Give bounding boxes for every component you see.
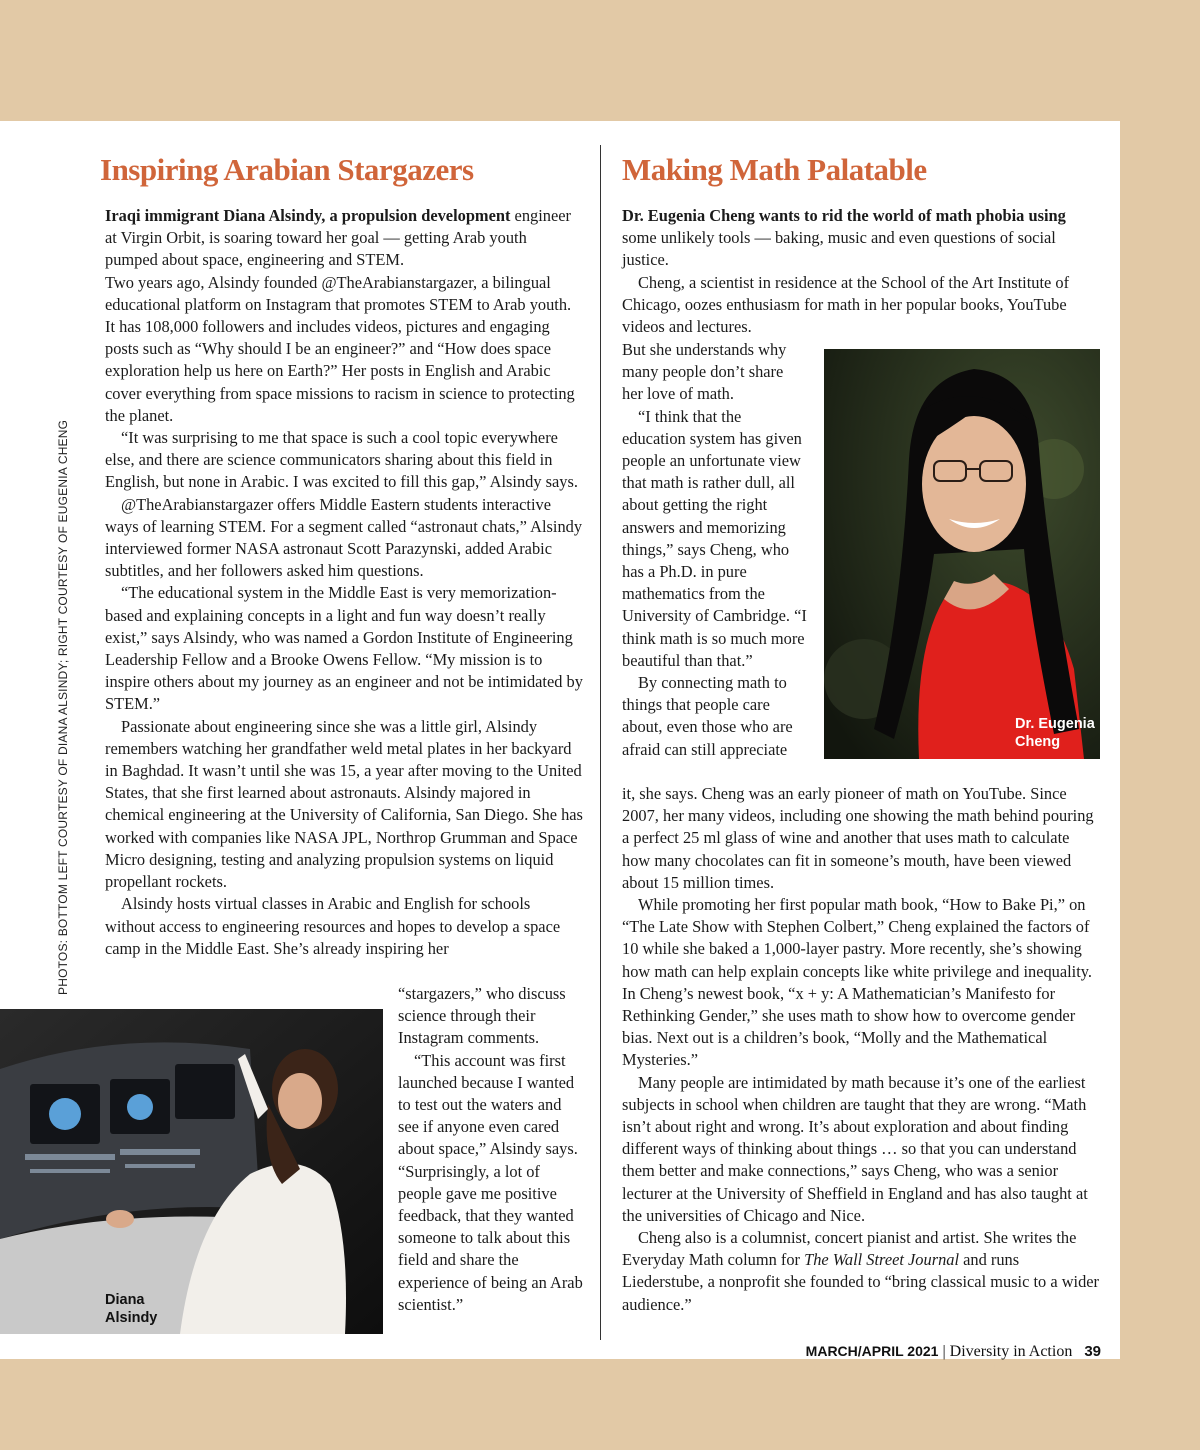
right-paragraph-2: “I think that the education system has given people an unfortunate view that math is rather dull, all about getting the right answers and memorizing things,” says Cheng, who has a Ph.D. in pure mathematics from the University of Cambridge. “I think math is so much more beautiful than that.” xyxy=(622,406,807,670)
left-lead-bold: Iraqi immigrant Diana Alsindy, a propulsion development xyxy=(105,206,511,225)
cockpit-illustration xyxy=(0,1009,383,1334)
right-paragraph-1-cont: But she understands why many people don’t share her love of math. xyxy=(622,340,787,404)
right-paragraph-3-end-line xyxy=(622,761,808,783)
diana-alsindy-photo xyxy=(0,1009,383,1334)
right-article-body-bottom xyxy=(622,783,1100,1316)
left-lead-paragraph xyxy=(105,205,583,272)
right-p6-end: and runs Liederstube, a nonprofit she founded to “bring classical music to a wider audience.” xyxy=(622,1250,1100,1314)
eugenia-cheng-photo xyxy=(824,349,1100,759)
left-article-body-top xyxy=(105,205,583,960)
right-photo-caption: Dr. Eugenia Cheng xyxy=(1015,716,1095,750)
left-paragraph-4: “The educational system in the Middle East is very memorization-based and explaining concepts in a light and fun way doesn’t really exist,” says Alsindy, who was named a Gordon Institute of Engineering Leadership Fellow and a Brooke Owens Fellow. “My mission is to inspire others about my journey as an engineer and not be intimidated by STEM.” xyxy=(105,583,583,714)
magazine-name: Diversity in Action xyxy=(949,1343,1073,1360)
left-photo-caption: Diana Alsindy xyxy=(105,1292,158,1326)
right-paragraph-6 xyxy=(622,1227,1100,1316)
left-paragraph-5: Passionate about engineering since she was a little girl, Alsindy remembers watching her grandfather weld metal plates in her backyard in Baghdad. It wasn’t until she was 15, a year after moving to the United States, that she first learned about astronauts. Alsindy majored in chemical engineering at the University of California, San Diego. She has worked with companies like NASA JPL, Northrop Grumman and Space Micro designing, testing and analyzing propulsion systems on liquid propellant rockets. xyxy=(105,716,583,892)
left-paragraph-1: Two years ago, Alsindy founded @TheArabianstargazer, a bilingual educational platform on Instagram that promotes STEM to Arab youth. It has 108,000 followers and includes videos, pictures and engaging posts such as “Why should I be an engineer?” and “How does space exploration help us here on Earth?” Her posts in English and Arabic cover everything from space missions to racism in science to protecting the planet. xyxy=(105,272,575,425)
page-footer xyxy=(806,1343,1101,1361)
right-p6-publication: The Wall Street Journal xyxy=(804,1250,960,1270)
right-paragraph-4: While promoting her first popular math book, “How to Bake Pi,” on “The Late Show with Stephen Colbert,” Cheng explained the factors of 10 while she baked a 1,000-layer pastry. More recently, she’s showing how math can help explain concepts like white privilege and inequality. In Cheng’s newest book, “x + y: A Mathematician’s Manifesto for Rethinking Gender,” she uses math to show how to overcome gender bias. Next out is a children’s book, “Molly and the Mathematical Mysteries.” xyxy=(622,895,1093,1070)
right-paragraph-3-start: By connecting math to things that people care about, even those who are afraid can still appreciate xyxy=(622,673,793,759)
left-paragraph-2: “It was surprising to me that space is such a cool topic everywhere else, and there are science communicators sharing about this field in English, but none in Arabic. I was excited to fill this gap,” Alsindy says. xyxy=(105,428,578,492)
right-paragraph-1: Cheng, a scientist in residence at the School of the Art Institute of Chicago, oozes enthusiasm for math in her popular books, YouTube videos and lectures. xyxy=(622,272,1070,337)
left-paragraph-6-cont: “stargazers,” who discuss science through their Instagram comments. xyxy=(398,984,566,1048)
left-paragraph-3: @TheArabianstargazer offers Middle Eastern students interactive ways of learning STEM. For a segment called “astronaut chats,” Alsindy interviewed former NASA astronaut Scott Parazynski, added Arabic subtitles, and her followers asked him questions. xyxy=(105,494,583,581)
right-article-title: Making Math Palatable xyxy=(622,152,927,187)
right-p6-start: Cheng also is a columnist, concert pianist and artist. She writes the Everyday Math column for xyxy=(622,1228,1077,1270)
page-number: 39 xyxy=(1084,1343,1101,1360)
left-paragraph-7: “This account was first launched because I wanted to test out the waters and see if anyone even cared about space,” Alsindy says. “Surprisingly, a lot of people gave me positive feedback, that they wanted someone to talk about this field and share the experience of being an Arab scientist.” xyxy=(398,1050,583,1314)
left-article-title: Inspiring Arabian Stargazers xyxy=(100,152,474,187)
right-paragraph-5: Many people are intimidated by math because it’s one of the earliest subjects in school when children are taught that they are wrong. “Math isn’t about right and wrong. It’s about exploration and about finding different ways of thinking about things … so that you can understand them better and make connections,” says Cheng, who was a senior lecturer at the University of Sheffield in England and has also taught at the universities of Chicago and Nice. xyxy=(622,1072,1088,1225)
right-article-body-wrap-end xyxy=(622,761,808,783)
right-lead-bold: Dr. Eugenia Cheng wants to rid the world of math phobia using xyxy=(622,206,1066,225)
right-paragraph-3-cont: it, she says. Cheng was an early pioneer of math on YouTube. Since 2007, her many videos, including one showing the math behind pouring a perfect 25 ml glass of wine and another that uses math to calculate how many chocolates can fit in someone’s mouth, have been viewed about 15 million times. xyxy=(622,784,1094,892)
right-lead-rest: some unlikely tools — baking, music and even questions of social justice. xyxy=(622,228,1056,270)
column-divider xyxy=(600,145,601,1340)
left-article-body-bottom xyxy=(398,983,583,1316)
issue-date: MARCH/APRIL 2021 xyxy=(805,1343,939,1359)
right-article-body-top xyxy=(622,205,1100,338)
left-paragraph-6: Alsindy hosts virtual classes in Arabic and English for schools without access to engineering resources and hopes to develop a space camp in the Middle East. She’s already inspiring her xyxy=(105,894,561,958)
right-lead-paragraph xyxy=(622,205,1100,272)
left-lead-rest: engineer at Virgin Orbit, is soaring toward her goal — getting Arab youth pumped about space, engineering and STEM. xyxy=(105,206,571,270)
right-article-body-wrap xyxy=(622,339,808,761)
photo-credit: PHOTOS: BOTTOM LEFT COURTESY OF DIANA ALSINDY; RIGHT COURTESY OF EUGENIA CHENG xyxy=(56,419,70,995)
portrait-illustration xyxy=(824,349,1100,759)
footer-separator: | xyxy=(942,1343,946,1360)
